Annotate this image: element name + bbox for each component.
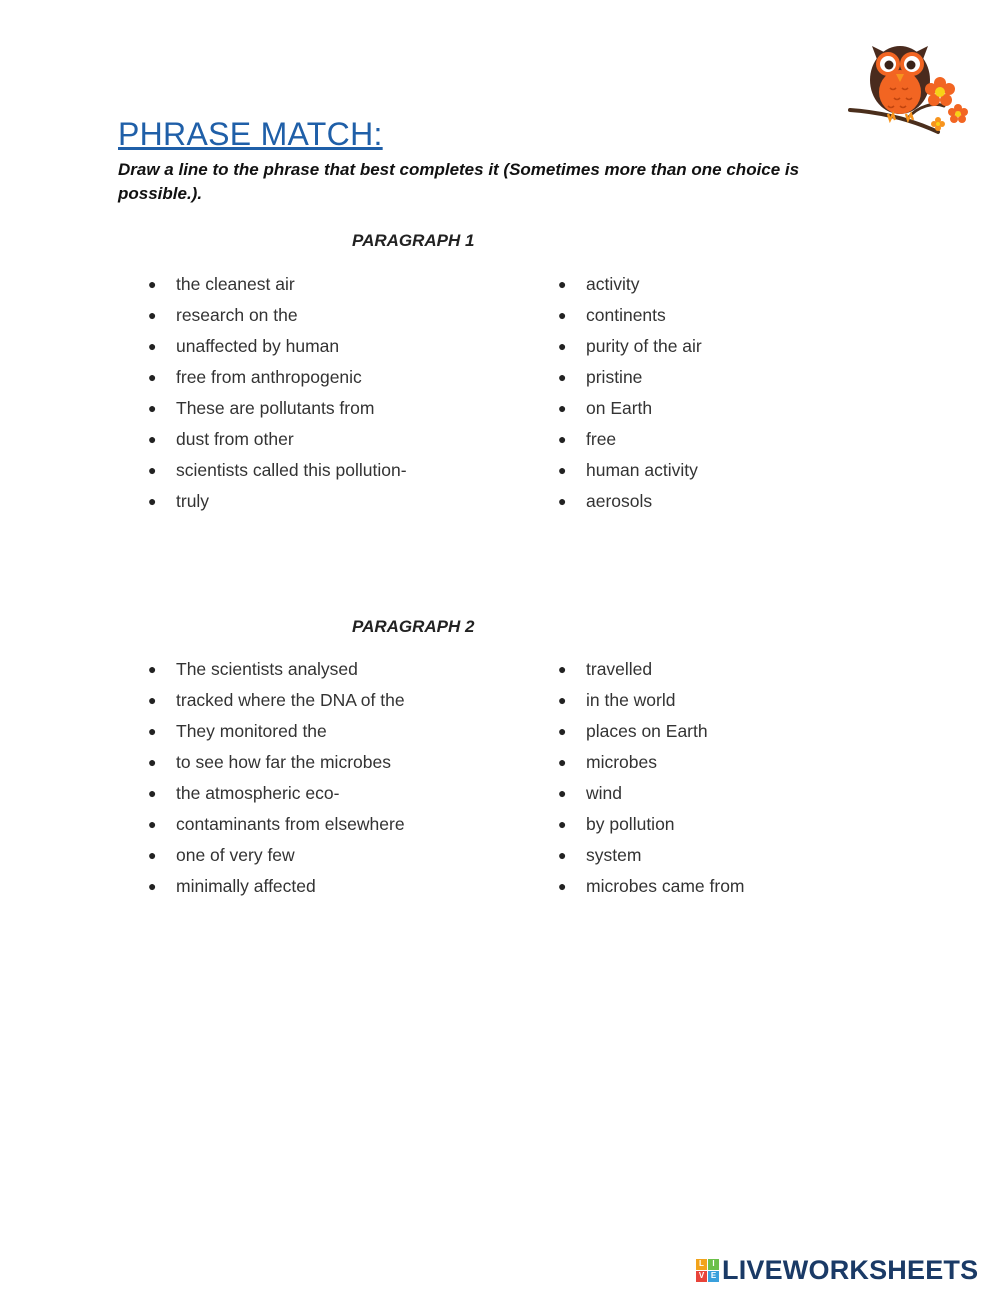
list-item: ● system <box>558 841 745 872</box>
bullet: ● <box>148 785 157 801</box>
list-item: ● in the world <box>558 686 745 717</box>
bullet: ● <box>558 462 567 478</box>
list-item: ● to see how far the microbes <box>148 748 405 779</box>
bullet: ● <box>558 785 567 801</box>
list-item: ● unaffected by human <box>148 332 407 363</box>
liveworksheets-logo[interactable] <box>696 1254 996 1286</box>
bullet: ● <box>558 878 567 894</box>
list-item: ● human activity <box>558 456 702 487</box>
bullet: ● <box>558 431 567 447</box>
instructions: Draw a line to the phrase that best completes it (Sometimes more than one choice is possible.). <box>118 160 800 203</box>
list-item: ● activity <box>558 270 702 301</box>
list-item: ● purity of the air <box>558 332 702 363</box>
bullet: ● <box>558 338 567 354</box>
list-item: ● wind <box>558 779 745 810</box>
bullet: ● <box>148 276 157 292</box>
bullet: ● <box>558 276 567 292</box>
list-item: ● contaminants from elsewhere <box>148 810 405 841</box>
list-item: ● on Earth <box>558 394 702 425</box>
bullet: ● <box>558 661 567 677</box>
list-item: ● truly <box>148 487 407 518</box>
bullet: ● <box>558 369 567 385</box>
list-item: ● These are pollutants from <box>148 394 407 425</box>
list-item: ● The scientists analysed <box>148 655 405 686</box>
bullet: ● <box>148 369 157 385</box>
list-item: ● travelled <box>558 655 745 686</box>
list-item: ● continents <box>558 301 702 332</box>
bullet: ● <box>558 847 567 863</box>
bullet: ● <box>558 816 567 832</box>
bullet: ● <box>558 754 567 770</box>
bullet: ● <box>148 878 157 894</box>
owl-illustration <box>848 22 974 140</box>
bullet: ● <box>148 431 157 447</box>
list-item: ● scientists called this pollution- <box>148 456 407 487</box>
logo-square: I <box>708 1259 719 1270</box>
paragraph-2-left-list <box>148 655 405 903</box>
list-item: ● dust from other <box>148 425 407 456</box>
bullet: ● <box>148 661 157 677</box>
list-item: ● minimally affected <box>148 872 405 903</box>
logo-wordmark: LIVEWORKSHEETS <box>722 1254 979 1285</box>
logo-square: E <box>708 1271 719 1282</box>
bullet: ● <box>148 400 157 416</box>
logo-square: V <box>696 1271 707 1282</box>
list-item: ● aerosols <box>558 487 702 518</box>
list-item: ● pristine <box>558 363 702 394</box>
bullet: ● <box>148 338 157 354</box>
bullet: ● <box>148 493 157 509</box>
list-item: ● microbes <box>558 748 745 779</box>
bullet: ● <box>558 493 567 509</box>
bullet: ● <box>558 400 567 416</box>
list-item: ● the cleanest air <box>148 270 407 301</box>
list-item: ● They monitored the <box>148 717 405 748</box>
bullet: ● <box>558 692 567 708</box>
paragraph-1-left-list <box>148 270 407 518</box>
bullet: ● <box>148 754 157 770</box>
paragraph-2-heading: PARAGRAPH 2 <box>352 617 475 636</box>
list-item: ● free <box>558 425 702 456</box>
list-item: ● one of very few <box>148 841 405 872</box>
bullet: ● <box>148 723 157 739</box>
paragraph-1-right-list <box>558 270 702 518</box>
list-item: ● tracked where the DNA of the <box>148 686 405 717</box>
bullet: ● <box>558 307 567 323</box>
list-item: ● places on Earth <box>558 717 745 748</box>
bullet: ● <box>558 723 567 739</box>
list-item: ● research on the <box>148 301 407 332</box>
logo-square: L <box>696 1259 707 1270</box>
list-item: ● microbes came from <box>558 872 745 903</box>
list-item: ● by pollution <box>558 810 745 841</box>
bullet: ● <box>148 307 157 323</box>
worksheet-title: PHRASE MATCH: <box>118 116 383 152</box>
bullet: ● <box>148 692 157 708</box>
paragraph-1-heading: PARAGRAPH 1 <box>352 231 475 250</box>
list-item: ● free from anthropogenic <box>148 363 407 394</box>
bullet: ● <box>148 462 157 478</box>
logo-squares-icon <box>696 1259 719 1282</box>
flower-small <box>948 104 968 123</box>
bullet: ● <box>148 816 157 832</box>
bullet: ● <box>148 847 157 863</box>
list-item: ● the atmospheric eco- <box>148 779 405 810</box>
paragraph-2-right-list <box>558 655 745 903</box>
